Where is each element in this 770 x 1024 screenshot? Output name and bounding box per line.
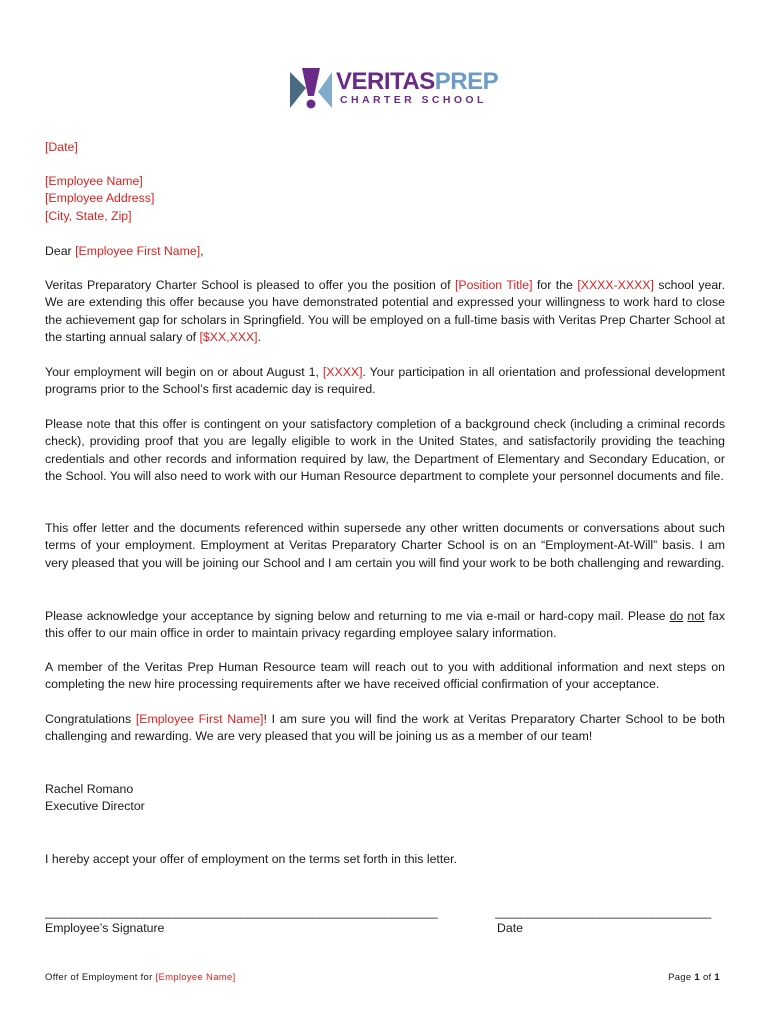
footer-employee-name: [Employee Name] bbox=[155, 972, 236, 983]
signature-line: ____________________________________________________________ bbox=[45, 905, 438, 919]
signer-block bbox=[45, 781, 725, 816]
date-line: _________________________________ bbox=[495, 905, 711, 919]
of-word: of bbox=[700, 972, 715, 983]
start-date: [XXXX] bbox=[322, 365, 363, 379]
p5-not: not bbox=[687, 609, 705, 623]
p5-text-a: Please acknowledge your acceptance by signing below and returning to me via e-mail or hard-copy mail. Please bbox=[45, 609, 670, 623]
salutation-suffix: , bbox=[200, 244, 204, 258]
date-label: Date bbox=[497, 921, 523, 935]
page-total: 1 bbox=[714, 972, 720, 983]
address-block bbox=[45, 173, 725, 225]
logo-word-veritas: VERITAS bbox=[336, 68, 435, 95]
p5-text-b: fax this offer to our main office in order to maintain privacy regarding employee salary information. bbox=[45, 609, 725, 641]
p7-text-b: ! I am sure you will find the work at Veritas Preparatory Charter School to be both challenging and rewarding. We are very pleased that you will be joining us as a member of our team! bbox=[45, 712, 725, 744]
page-number bbox=[668, 972, 720, 983]
footer-prefix: Offer of Employment for bbox=[45, 972, 156, 983]
city-state-zip: [City, State, Zip] bbox=[45, 208, 132, 223]
p7-text-a: Congratulations bbox=[45, 712, 136, 726]
signer-name: Rachel Romano bbox=[45, 782, 134, 796]
salary: [$XX,XXX] bbox=[199, 330, 258, 345]
paragraph-start-date bbox=[45, 364, 725, 399]
p1-text-a: Veritas Preparatory Charter School is pleased to offer you the position of bbox=[45, 278, 455, 292]
signer-title: Executive Director bbox=[45, 799, 145, 814]
paragraph-terms: This offer letter and the documents referenced within supersede any other written documents or conversations about such terms of your employment. Employment at Veritas Preparatory Charter School is on an “Employment-At-Will” basis. I am very pleased that you will be joining our School and I am certain you will find your work to be both challenging and rewarding. bbox=[45, 521, 725, 570]
employee-name: [Employee Name] bbox=[45, 174, 143, 188]
paragraph-congrats bbox=[45, 711, 725, 746]
salutation-first-name: [Employee First Name] bbox=[75, 244, 201, 258]
p5-do: do bbox=[669, 609, 684, 623]
logo-mark-icon bbox=[288, 68, 334, 112]
p2-text-a: Your employment will begin on or about August 1, bbox=[45, 365, 323, 379]
p1-text-b: for the bbox=[532, 278, 578, 292]
employee-address: [Employee Address] bbox=[45, 191, 155, 206]
signature-label: Employee’s Signature bbox=[45, 921, 165, 935]
acceptance-statement: I hereby accept your offer of employment on the terms set forth in this letter. bbox=[45, 852, 457, 866]
p2-text-b: . Your participation in all orientation and professional development programs prior to the School’s first academic day is required. bbox=[45, 365, 726, 397]
school-logo bbox=[288, 66, 499, 112]
paragraph-contingency: Please note that this offer is contingent on your satisfactory completion of a background check (including a criminal records check), providing proof that you are legally eligible to work in the United States, and satisfactorily providing the teaching credentials and other records and information required by law, the Department of Elementary and Secondary Education, or the School. You will also need to work with our Human Resource department to complete your personnel documents and file. bbox=[45, 417, 725, 484]
congrats-first-name: [Employee First Name] bbox=[135, 712, 264, 726]
p1-text-c: school year. We are extending this offer because you have demonstrated potential and expressed your willingness to work hard to close the achievement gap for scholars in Springfield. You will be employed on a full-time basis with Veritas Prep Charter School at the starting annual salary of bbox=[45, 278, 725, 345]
salutation bbox=[45, 243, 725, 260]
salutation-prefix: Dear bbox=[45, 244, 76, 258]
school-year: [XXXX-XXXX] bbox=[577, 278, 654, 292]
page-word: Page bbox=[668, 972, 695, 983]
date-text: [Date] bbox=[45, 140, 78, 154]
logo-word-prep: PREP bbox=[434, 68, 499, 95]
paragraph-offer bbox=[45, 277, 725, 347]
logo-subtitle: CHARTER SCHOOL bbox=[340, 94, 487, 106]
logo-wordmark bbox=[336, 68, 498, 96]
footer-left bbox=[45, 972, 236, 983]
paragraph-acknowledge bbox=[45, 608, 725, 643]
page-current: 1 bbox=[694, 972, 700, 983]
p1-text-d: . bbox=[257, 330, 262, 345]
paragraph-hr: A member of the Veritas Prep Human Resource team will reach out to you with additional information and next steps on completing the new hire processing requirements after we have received official confirmation of your acceptance. bbox=[45, 660, 725, 692]
date-placeholder bbox=[45, 139, 725, 156]
position-title: [Position Title] bbox=[454, 278, 533, 292]
